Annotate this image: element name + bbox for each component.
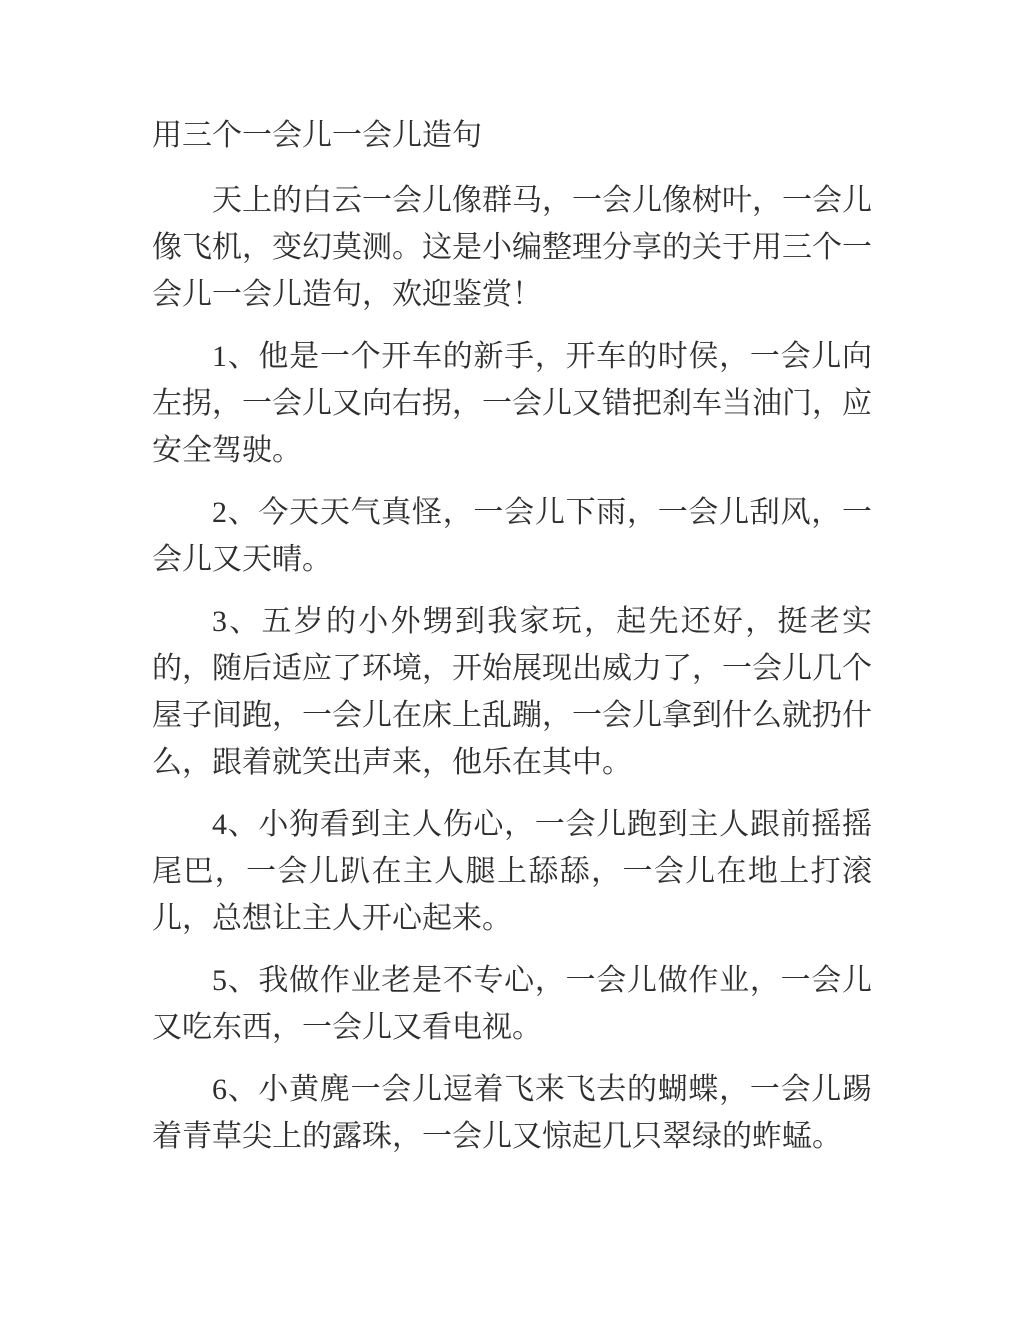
sentence-paragraph-6: 6、小黄麂一会儿逗着飞来飞去的蝴蝶，一会儿踢着青草尖上的露珠，一会儿又惊起几只翠绿的蚱蜢。	[152, 1073, 872, 1153]
sentence-paragraph-4: 4、小狗看到主人伤心，一会儿跑到主人跟前摇摇尾巴，一会儿趴在主人腿上舔舔，一会儿在地上打滚儿，总想让主人开心起来。	[152, 808, 872, 935]
sentence-paragraph-2: 2、今天天气真怪，一会儿下雨，一会儿刮风，一会儿又天晴。	[152, 496, 872, 576]
sentence-paragraph-1: 1、他是一个开车的新手，开车的时侯，一会儿向左拐，一会儿又向右拐，一会儿又错把刹车当油门，应安全驾驶。	[152, 340, 872, 467]
page-title: 用三个一会儿一会儿造句	[152, 119, 482, 152]
sentence-paragraph-3: 3、五岁的小外甥到我家玩，起先还好，挺老实的，随后适应了环境，开始展现出威力了，一会儿几个屋子间跑，一会儿在床上乱蹦，一会儿拿到什么就扔什么，跟着就笑出声来，他乐在其中。	[152, 605, 872, 779]
intro-paragraph: 天上的白云一会儿像群马，一会儿像树叶，一会儿像飞机，变幻莫测。这是小编整理分享的关于用三个一会儿一会儿造句，欢迎鉴赏！	[152, 184, 872, 311]
sentence-paragraph-5: 5、我做作业老是不专心，一会儿做作业，一会儿又吃东西，一会儿又看电视。	[152, 964, 872, 1044]
